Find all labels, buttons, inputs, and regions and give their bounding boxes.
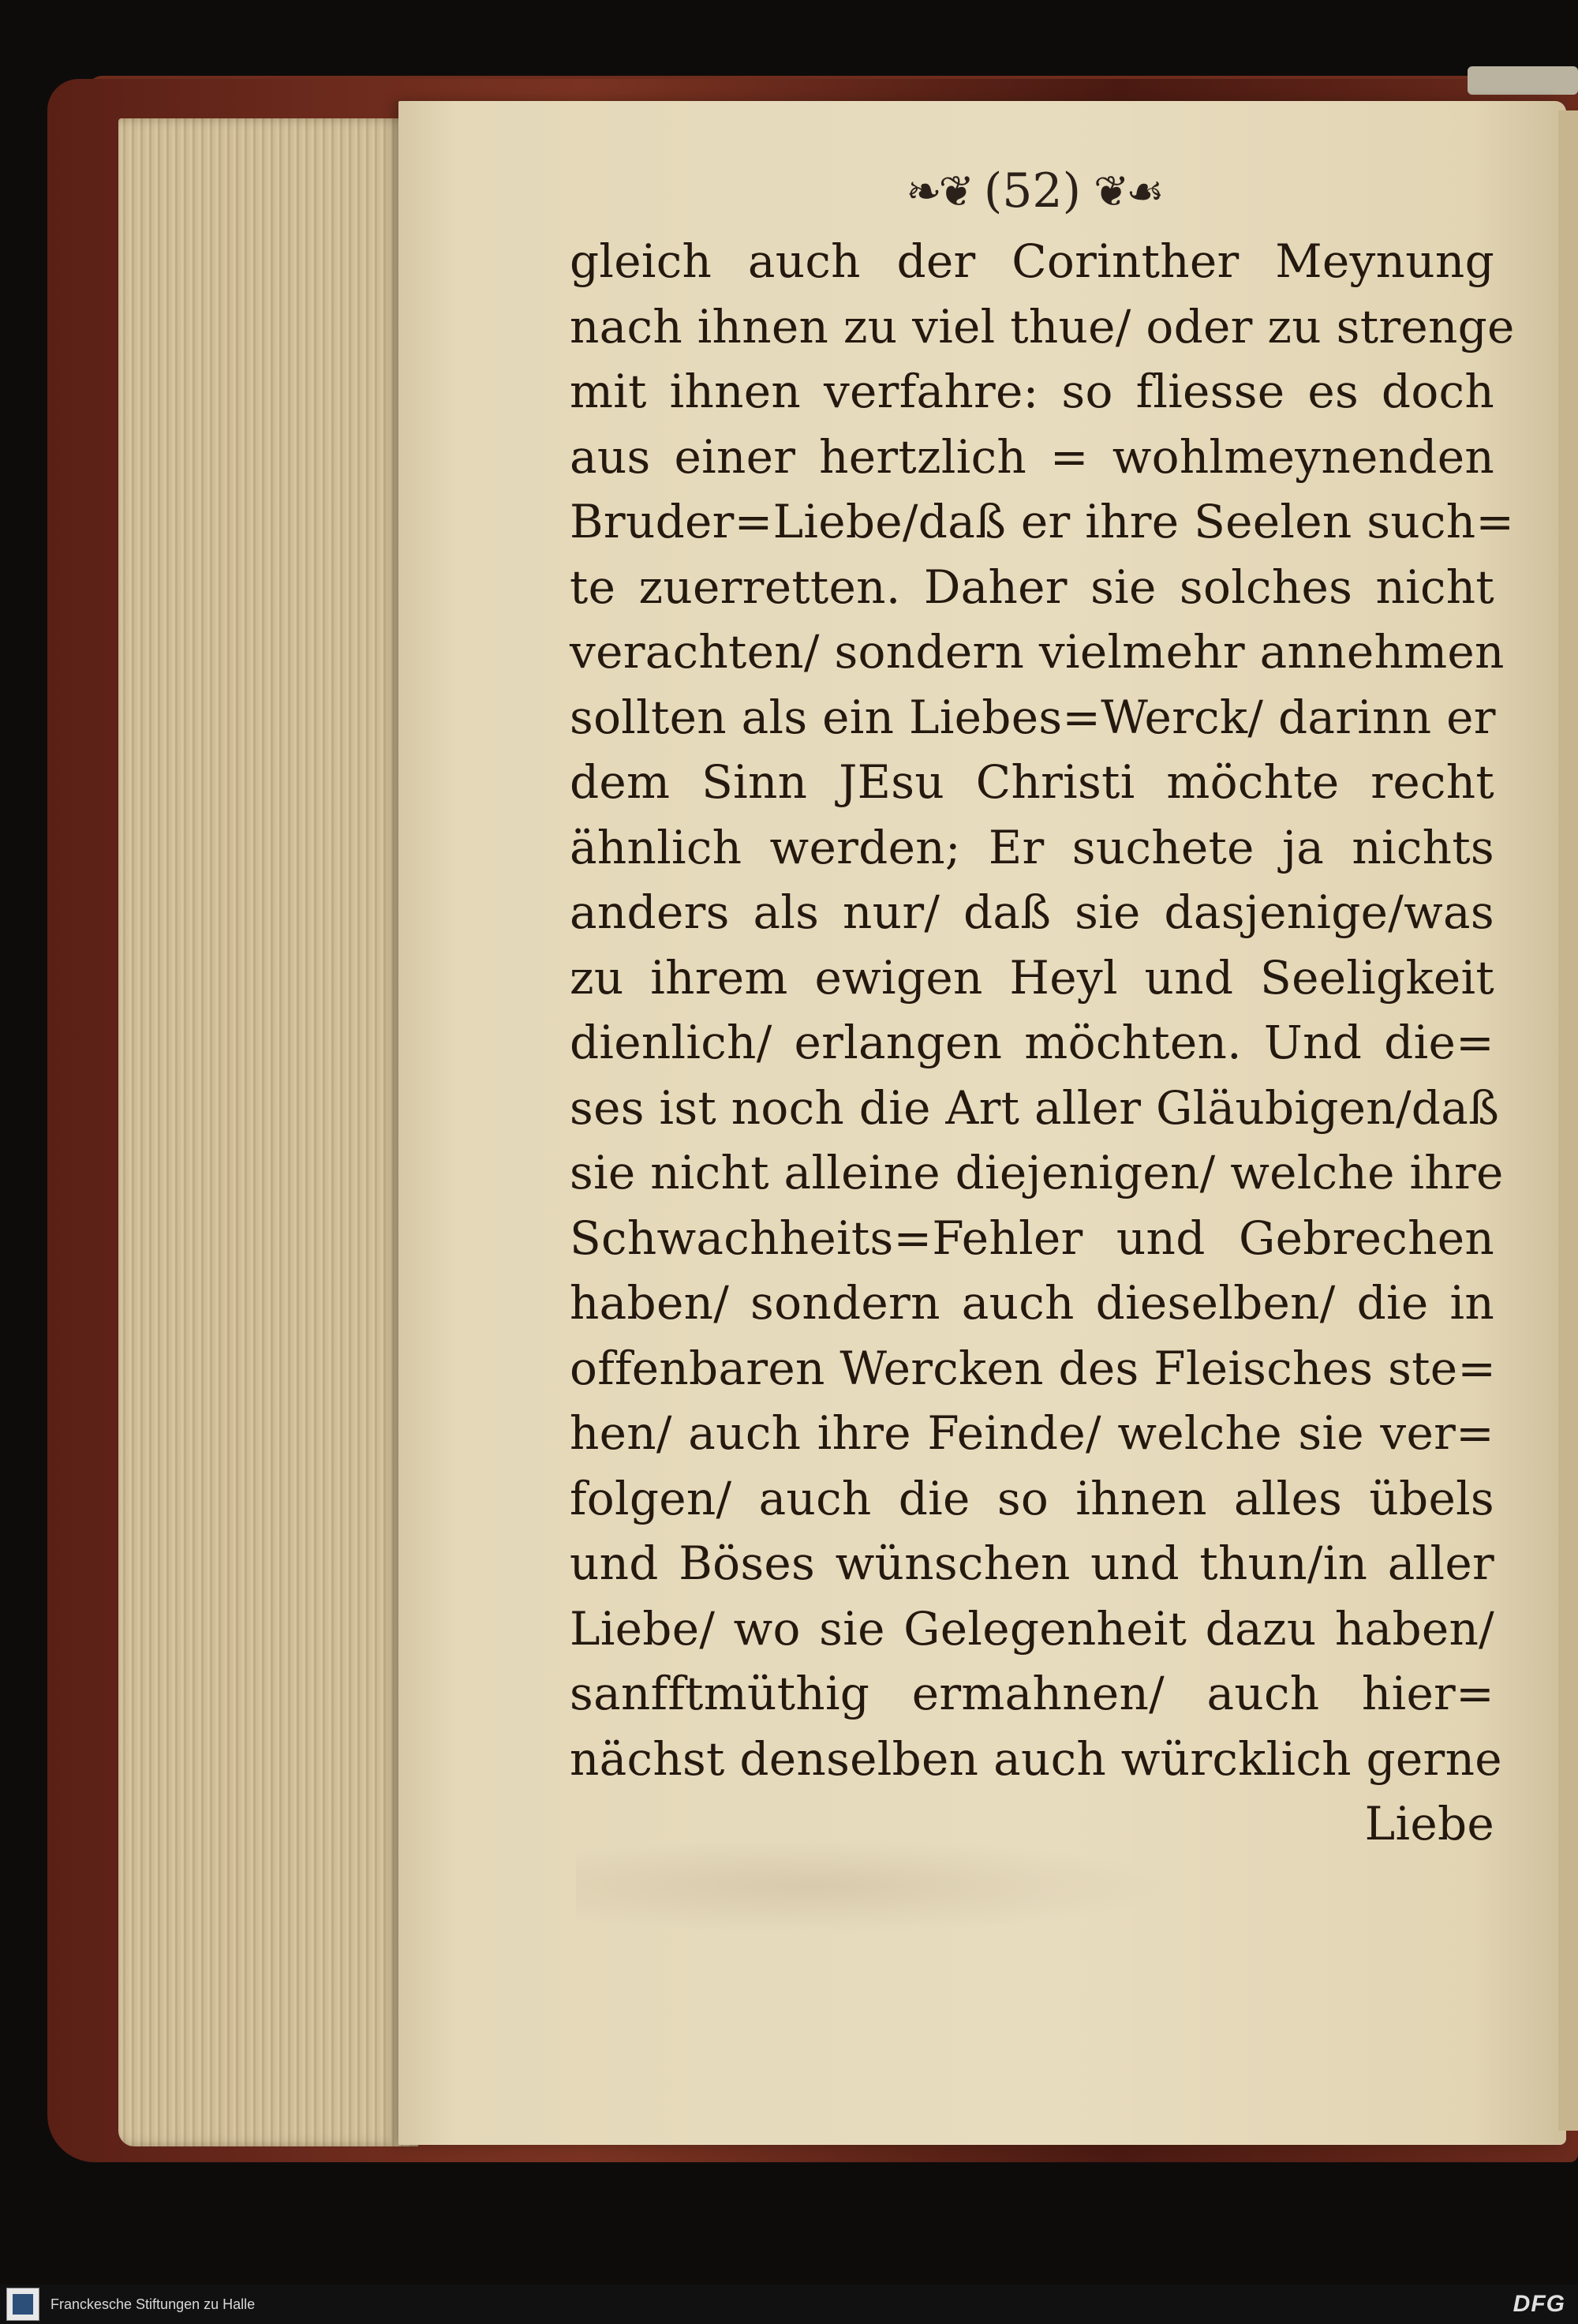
text-line: sie nicht alleine diejenigen/ welche ihre [570,1146,1504,1199]
catchword: Liebe [1364,1797,1494,1851]
text-line: verachten/ sondern vielmehr annehmen [570,625,1505,679]
text-line: haben/ sondern auch dieselben/ die in [570,1276,1494,1330]
text-line: offenbaren Wercken des Fleisches ste= [570,1341,1497,1395]
facing-page-edge [1558,110,1578,2131]
text-line: sanfftmüthig ermahnen/ auch hier= [570,1667,1494,1720]
page-text-block [570,229,1515,1857]
text-line: ses ist noch die Art aller Gläubigen/daß [570,1080,1500,1135]
page-edges-stack [118,118,418,2146]
institution-logo-icon [6,2288,39,2321]
text-line: dienlich/ erlangen möchten. Und die= [570,1016,1494,1069]
text-line: dem Sinn JEsu Christi möchte recht [570,755,1494,809]
dfg-logo: DFG [1513,2291,1565,2317]
text-line: Liebe/ wo sie Gelegenheit dazu haben/ [570,1601,1494,1656]
text-line: ähnlich werden; Er suchete ja nichts [570,820,1494,874]
text-line: aus einer hertzlich = wohlmeynenden [570,429,1494,484]
text-line: sollten als ein Liebes=Werck/ darinn er [570,690,1496,744]
institution-name: Franckesche Stiftungen zu Halle [50,2296,256,2312]
ornament-left-icon: ❧❦ [906,166,971,216]
viewer-footer [0,2285,1578,2324]
text-line: hen/ auch ihre Feinde/ welche sie ver= [570,1406,1494,1460]
text-line: folgen/ auch die so ihnen alles übels [570,1471,1494,1525]
text-line: Schwachheits=Fehler und Gebrechen [570,1211,1494,1265]
text-line: nächst denselben auch würcklich gerne [570,1731,1502,1786]
text-line: anders als nur/ daß sie dasjenige/was [570,885,1494,939]
text-line: zu ihrem ewigen Heyl und Seeligkeit [570,950,1494,1005]
text-line: und Böses wünschen und thun/in aller [570,1536,1494,1590]
page-header [860,155,1207,227]
text-line: te zuerretten. Daher sie solches nicht [570,559,1494,614]
text-line: mit ihnen verfahre: so fliesse es doch [570,365,1494,418]
page-number: (52) [983,163,1081,219]
bleed-through-shadow [576,1839,1176,1933]
ornament-right-icon: ❦☙ [1094,166,1161,216]
text-line: nach ihnen zu viel thue/ oder zu strenge [570,299,1515,354]
text-line: Bruder=Liebe/daß er ihre Seelen such= [570,495,1515,548]
text-line: gleich auch der Corinther Meynung [570,234,1494,288]
color-calibration-tab [1468,66,1578,95]
